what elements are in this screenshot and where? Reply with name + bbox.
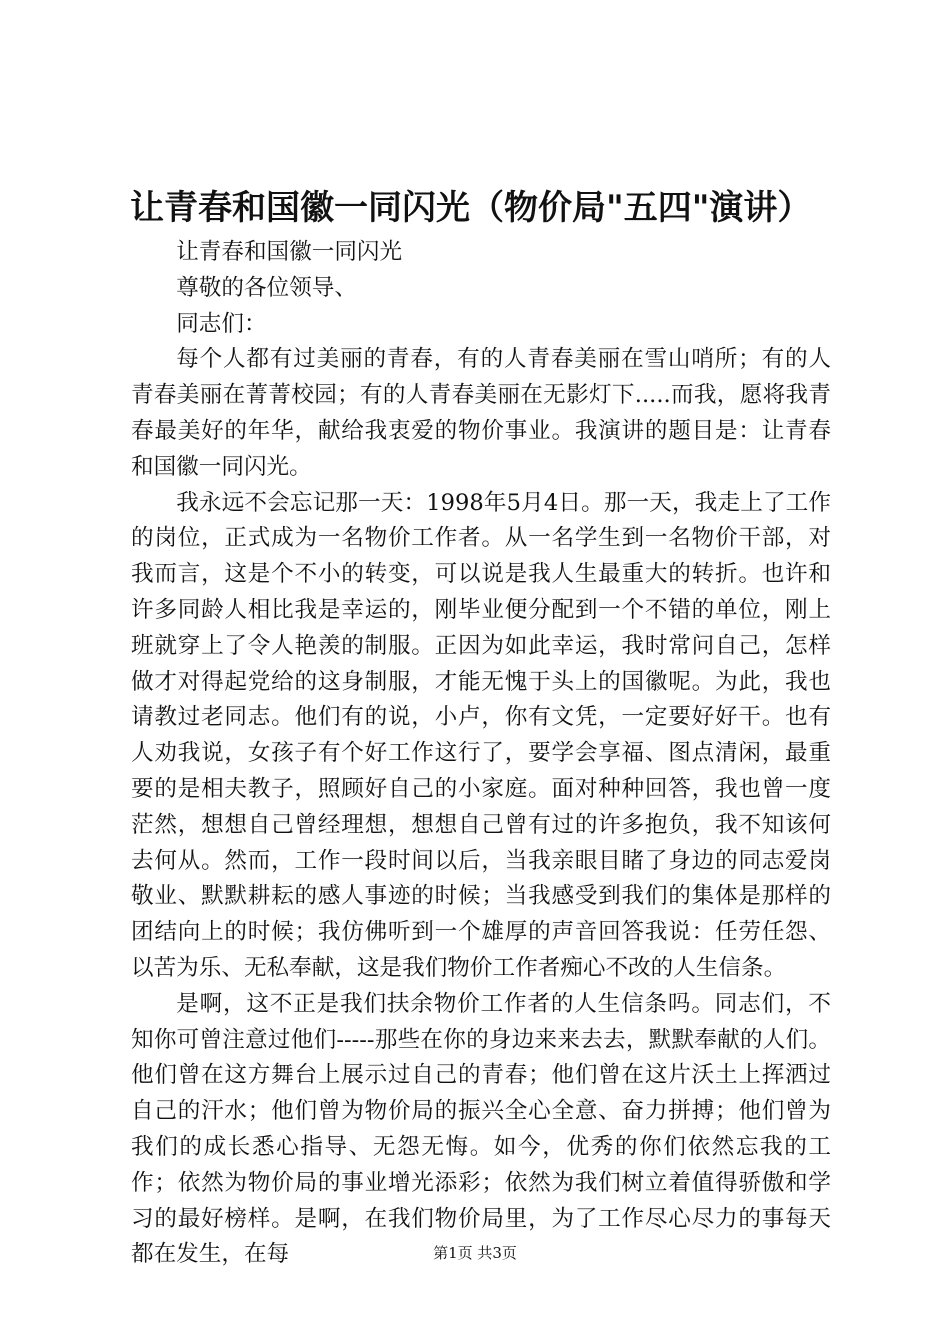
body-paragraph: 是啊，这不正是我们扶余物价工作者的人生信条吗。同志们，不知你可曾注意过他们-----那些在你的身边来来去去，默默奉献的人们。他们曾在这方舞台上展示过自己的青春；他们曾在这片沃土上挥洒过自己的汗水；他们曾为物价局的振兴全心全意、奋力拼搏；他们曾为我们的成长悉心指导、无怨无悔。如今，优秀的你们依然忘我的工作；依然为物价局的事业增光添彩；依然为我们树立着值得骄傲和学习的最好榜样。是啊，在我们物价局里，为了工作尽心尽力的事每天都在发生，在每	[131, 990, 831, 1268]
document-body	[131, 235, 831, 1273]
salutation-line-2: 同志们：	[176, 310, 267, 337]
salutation-line-1: 尊敬的各位领导、	[176, 274, 357, 301]
body-paragraph: 我永远不会忘记那一天：1998年5月4日。那一天，我走上了工作的岗位，正式成为一名物价工作者。从一名学生到一名物价干部，对我而言，这是个不小的转变，可以说是我人生最重大的转折。也许和许多同龄人相比我是幸运的，刚毕业便分配到一个不错的单位，刚上班就穿上了令人艳羡的制服。正因为如此幸运，我时常问自己，怎样做才对得起党给的这身制服，才能无愧于头上的国徽呢。为此，我也请教过老同志。他们有的说，小卢，你有文凭，一定要好好干。也有人劝我说，女孩子有个好工作这行了，要学会享福、图点清闲，最重要的是相夫教子，照顾好自己的小家庭。面对种种回答，我也曾一度茫然，想想自己曾经理想，想想自己曾有过的许多抱负，我不知该何去何从。然而，工作一段时间以后，当我亲眼目睹了身边的同志爱岗敬业、默默耕耘的感人事迹的时候；当我感受到我们的集体是那样的团结向上的时候；我仿佛听到一个雄厚的声音回答我说：任劳任怨、以苦为乐、无私奉献，这是我们物价工作者痴心不改的人生信条。	[131, 489, 831, 981]
body-paragraph: 每个人都有过美丽的青春，有的人青春美丽在雪山哨所；有的人青春美丽在菁菁校园；有的人青春美丽在无影灯下.....而我，愿将我青春最美好的年华，献给我衷爱的物价事业。我演讲的题目是：让青春和国徽一同闪光。	[131, 346, 831, 480]
document-title: 让青春和国徽一同闪光（物价局"五四"演讲）	[130, 188, 812, 228]
page-number-footer: 第1页 共3页	[433, 1244, 517, 1262]
speech-subtitle: 让青春和国徽一同闪光	[176, 239, 403, 265]
